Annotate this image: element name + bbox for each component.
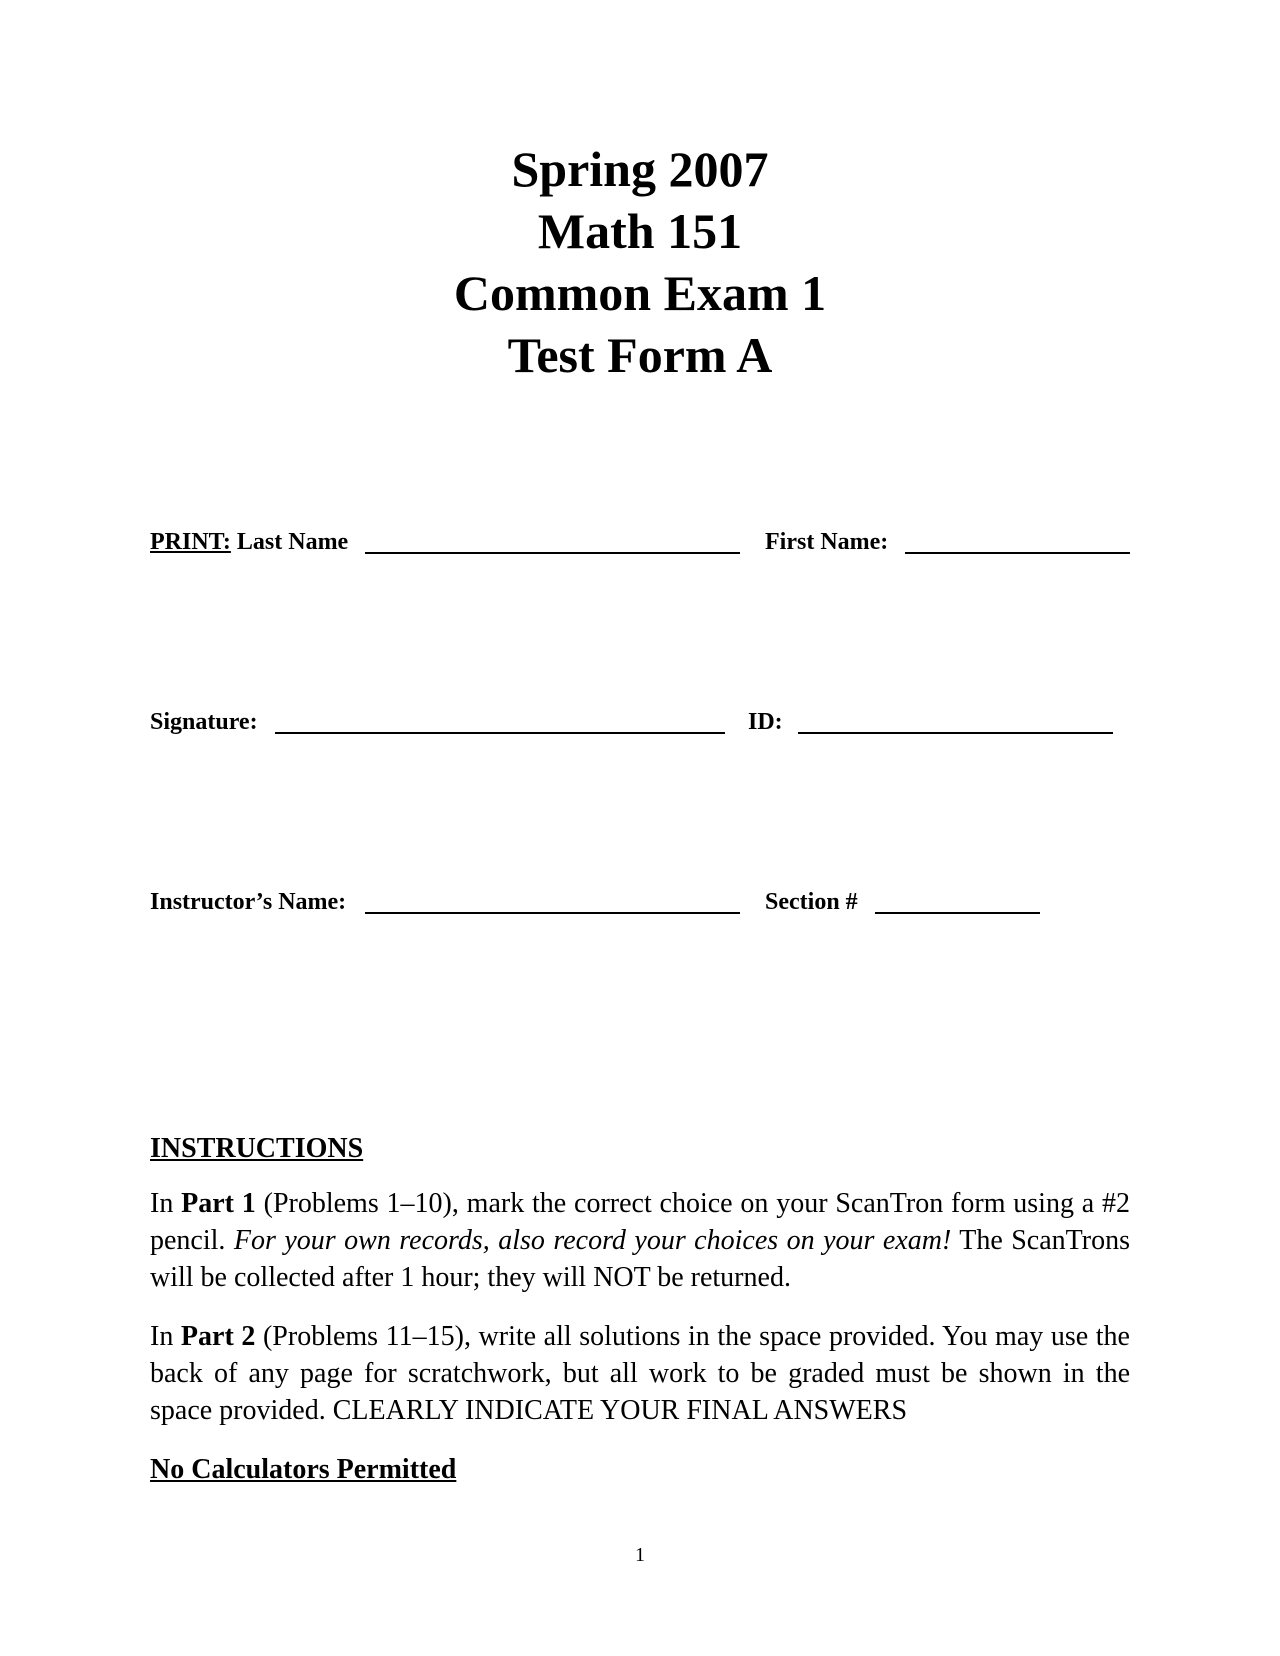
instructions-part2 <box>150 1318 1130 1429</box>
signature-row <box>150 706 1140 740</box>
signature-field[interactable] <box>150 706 725 740</box>
instructions-part1 <box>150 1185 1130 1296</box>
print-prefix: PRINT: <box>150 529 231 555</box>
last-name-field[interactable] <box>150 526 740 560</box>
no-calculators-notice: No Calculators Permitted <box>150 1454 457 1485</box>
name-row <box>150 526 1140 560</box>
exam-name: Common Exam 1 <box>453 265 827 321</box>
instructor-line[interactable] <box>365 912 740 914</box>
exam-term: Spring 2007 <box>511 141 769 197</box>
id-line[interactable] <box>798 732 1113 734</box>
first-name-field[interactable] <box>765 526 1140 560</box>
part1-label: Part 1 <box>181 1188 256 1219</box>
part1-italic-note: For your own records, also record your choices on your exam! <box>233 1225 952 1256</box>
part2-label: Part 2 <box>180 1321 256 1352</box>
exam-form: Test Form A <box>507 327 773 383</box>
instructions-heading: INSTRUCTIONS <box>150 1133 364 1164</box>
exam-course: Math 151 <box>537 203 743 259</box>
signature-line[interactable] <box>275 732 725 734</box>
section-label: Section # <box>765 889 858 915</box>
part1-text: (Problems 1–10), mark the correct choice on your ScanTron form using a #2 pencil. <box>150 1188 1131 1256</box>
section-field[interactable] <box>765 886 1050 920</box>
id-field[interactable] <box>748 706 1108 740</box>
first-name-line[interactable] <box>905 552 1130 554</box>
signature-label: Signature: <box>150 709 258 735</box>
part1-intro: In <box>150 1188 182 1219</box>
last-name-text: Last Name <box>236 529 349 555</box>
instructor-field[interactable] <box>150 886 740 920</box>
last-name-label <box>150 529 348 556</box>
section-line[interactable] <box>875 912 1040 914</box>
exam-title <box>0 138 1280 386</box>
instructor-row <box>150 886 1140 920</box>
instructor-label: Instructor’s Name: <box>150 889 347 915</box>
id-label: ID: <box>748 709 783 735</box>
part2-intro: In <box>150 1321 181 1352</box>
last-name-line[interactable] <box>365 552 740 554</box>
instructions-section <box>150 1130 1130 1488</box>
first-name-label: First Name: <box>765 529 889 555</box>
part1-text-end: The ScanTrons will be collected after 1 hour; they will NOT be returned. <box>150 1225 1130 1293</box>
part2-text: (Problems 11–15), write all solutions in the space provided. You may use the back of any page for scratchwork, but all work to be graded must be shown in the space provided. CLEARLY INDICATE YOUR FINAL ANSWERS <box>150 1321 1130 1426</box>
page-number: 1 <box>635 1544 645 1566</box>
